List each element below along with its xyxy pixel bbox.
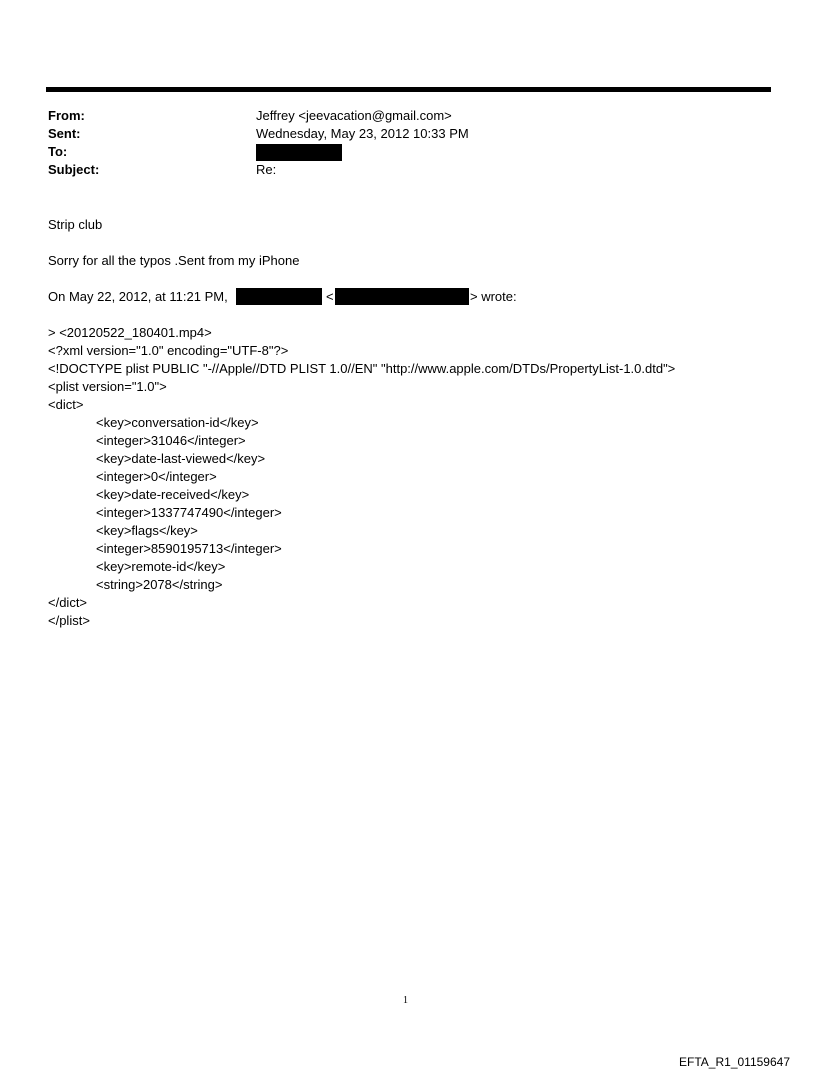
plist-entry: <string>2078</string>	[96, 577, 223, 592]
quote-intro-lt: <	[326, 289, 334, 304]
plist-entry: <key>date-last-viewed</key>	[96, 451, 266, 466]
bates-number: EFTA_R1_01159647	[679, 1055, 790, 1069]
sender-email-redaction	[335, 288, 469, 305]
plist-entry: <integer>31046</integer>	[96, 433, 246, 448]
header-rule	[46, 87, 771, 92]
to-label: To:	[48, 144, 68, 159]
subject-value: Re:	[256, 162, 277, 177]
plist-entry: <key>remote-id</key>	[96, 559, 226, 574]
doctype-line: <!DOCTYPE plist PUBLIC "-//Apple//DTD PLIST 1.0//EN" "http://www.apple.com/DTDs/PropertyList-1.0.dtd">	[48, 361, 676, 376]
plist-open: <plist version="1.0">	[48, 379, 167, 394]
from-value: Jeffrey <jeevacation@gmail.com>	[256, 108, 452, 123]
from-label: From:	[48, 108, 85, 123]
plist-entry: <integer>8590195713</integer>	[96, 541, 282, 556]
body-line-strip-club: Strip club	[48, 217, 103, 232]
sent-value: Wednesday, May 23, 2012 10:33 PM	[256, 126, 469, 141]
quote-intro-suffix: > wrote:	[470, 289, 517, 304]
sent-label: Sent:	[48, 126, 81, 141]
page-number: 1	[403, 995, 408, 1006]
quote-intro-prefix: On May 22, 2012, at 11:21 PM,	[48, 289, 228, 304]
plist-entry: <key>conversation-id</key>	[96, 415, 259, 430]
plist-entry: <integer>0</integer>	[96, 469, 217, 484]
plist-close: </plist>	[48, 613, 90, 628]
sender-name-redaction	[236, 288, 322, 305]
subject-label: Subject:	[48, 162, 100, 177]
plist-entry: <key>date-received</key>	[96, 487, 250, 502]
plist-entry: <integer>1337747490</integer>	[96, 505, 282, 520]
to-redaction	[256, 144, 342, 161]
body-line-signature: Sorry for all the typos .Sent from my iPhone	[48, 253, 300, 268]
attachment-line: > <20120522_180401.mp4>	[48, 325, 212, 340]
plist-entry: <key>flags</key>	[96, 523, 198, 538]
dict-close: </dict>	[48, 595, 88, 610]
dict-open: <dict>	[48, 397, 84, 412]
xml-declaration: <?xml version="1.0" encoding="UTF-8"?>	[48, 343, 289, 358]
